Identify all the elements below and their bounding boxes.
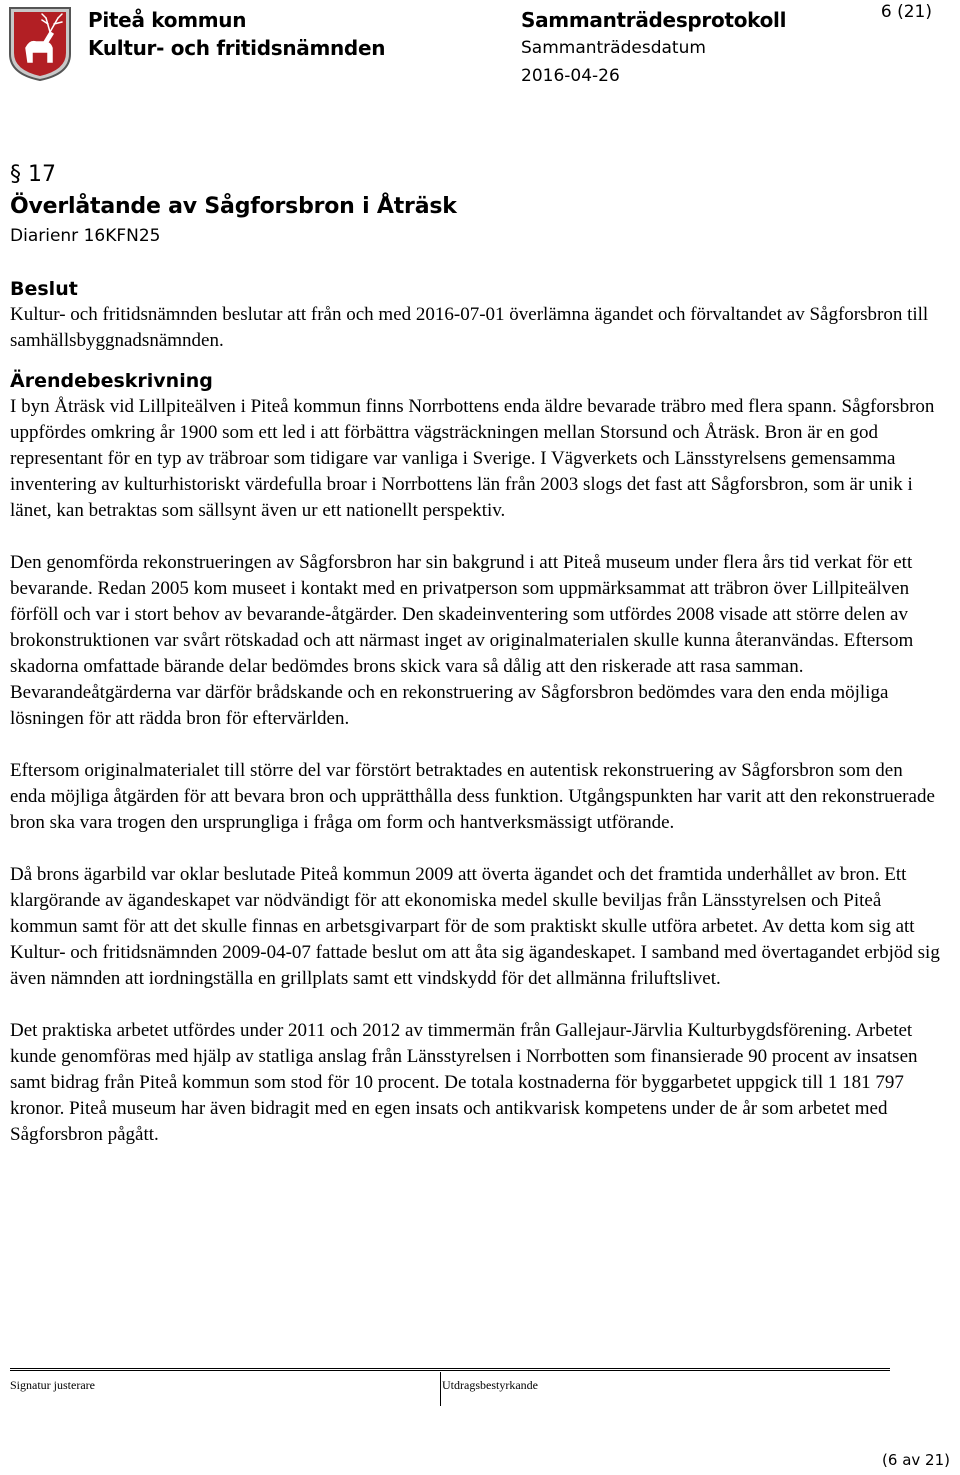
meeting-date-label: Sammanträdesdatum xyxy=(521,38,706,58)
document-type: Sammanträdesprotokoll xyxy=(521,8,787,32)
committee-name: Kultur- och fritidsnämnden xyxy=(88,36,386,60)
description-paragraph: Det praktiska arbetet utfördes under 2011 och 2012 av timmermän från Gallejaur-Järvlia Kulturbygdsförening. Arbetet kunde genomföras med hjälp av statliga anslag från Länsstyrelsen i Norrbotten som finansierade 90 procent av insatsen samt bidrag från Piteå kommun som stod för 10 procent. De totala kostnaderna för byggarbetet uppgick till 1 181 797 kronor. Piteå museum har även bidragit med en egen insats och antikvarisk kompetens under de år som arbetet med Sågforsbron pågått. xyxy=(10,1020,918,1145)
description-paragraph: I byn Åträsk vid Lillpiteälven i Piteå kommun finns Norrbottens enda äldre bevarade träbro med flera spann. Sågforsbron uppfördes omkring år 1900 som ett led i att förbättra vägsträckningen mellan Storsund och Åträsk. Bron är en god representant för en typ av träbroar som tidigare var vanliga i Sverige. I Vägverkets och Länsstyrelsens gemensamma inventering av kulturhistoriskt värdefulla broar i Norrbottens län från 2003 slogs det fast att Sågforsbron, som är unik i länet, kan betraktas som sällsynt även ur ett nationellt perspektiv. xyxy=(10,396,935,521)
description-paragraph: Den genomförda rekonstrueringen av Sågforsbron har sin bakgrund i att Piteå museum under flera års tid verkat för ett bevarande. Redan 2005 kom museet i kontakt med en privatperson som uppmärksammat att träbron över Lillpiteälven förföll och var i stort behov av bevarande-åtgärder. Den skadeinventering som utfördes 2008 visade att större delen av brokonstruktionen var svårt rötskadad och att närmast inget av originalmaterialen skulle kunna återanvändas. Eftersom skadorna omfattade bärande delar bedömdes brons skick vara så dålig att den riskerade att rasa samman. Bevarandeåtgärderna var därför brådskande och en rekonstruering av Sågforsbron bedömdes vara den enda möjliga lösningen för att rädda bron för eftervärlden. xyxy=(10,552,914,729)
description-paragraph: Eftersom originalmaterialet till större del var förstört betraktades en autentisk rekonstruering av Sågforsbron som den enda möjliga åtgärden för att bevara bron och upprätthålla dess funktion. Utgångspunkten har varit att den rekonstruerade bron ska vara trogen den ursprungliga i fråga om form och hantverksmässigt utförande. xyxy=(10,760,935,833)
org-name: Piteå kommun xyxy=(88,8,247,32)
header-document-meta xyxy=(521,6,786,90)
section-title: Överlåtande av Sågforsbron i Åträsk xyxy=(10,194,457,219)
footer-divider xyxy=(10,1368,890,1369)
header-organization xyxy=(88,6,385,62)
protocol-section xyxy=(10,160,940,1148)
signature-label: Signatur justerare xyxy=(10,1378,95,1392)
footer-divider xyxy=(10,1370,890,1371)
page-count: (6 av 21) xyxy=(882,1451,950,1469)
decision-heading: Beslut xyxy=(10,278,78,300)
section-number: § 17 xyxy=(10,162,56,187)
description-paragraph: Då brons ägarbild var oklar beslutade Piteå kommun 2009 att överta ägandet och det framtida underhållet av bron. Ett klargörande av ägandeskapet var nödvändigt för att ekonomiska medel skulle beviljas från Länsstyrelsen och Piteå kommun samt för att det skulle finnas en arbetsgivarpart för de som praktiskt skulle utföra arbetet. Av detta kom sig att Kultur- och fritidsnämnden 2009-04-07 fattade beslut om att åta sig ägandeskapet. I samband med övertagandet erbjöd sig även nämnden att iordningställa en grillplats samt ett vindskydd för det allmänna friluftslivet. xyxy=(10,864,940,989)
decision-text: Kultur- och fritidsnämnden beslutar att från och med 2016-07-01 överlämna ägandet och förvaltandet av Sågforsbron till samhällsbyggnadsnämnden. xyxy=(10,304,929,351)
excerpt-certification-label: Utdragsbestyrkande xyxy=(442,1378,538,1392)
description-heading: Ärendebeskrivning xyxy=(10,370,213,392)
pitea-coat-of-arms-logo xyxy=(6,4,74,82)
page-number: 6 (21) xyxy=(880,2,932,22)
diary-number: Diarienr 16KFN25 xyxy=(10,226,161,246)
meeting-date: 2016-04-26 xyxy=(521,66,620,86)
